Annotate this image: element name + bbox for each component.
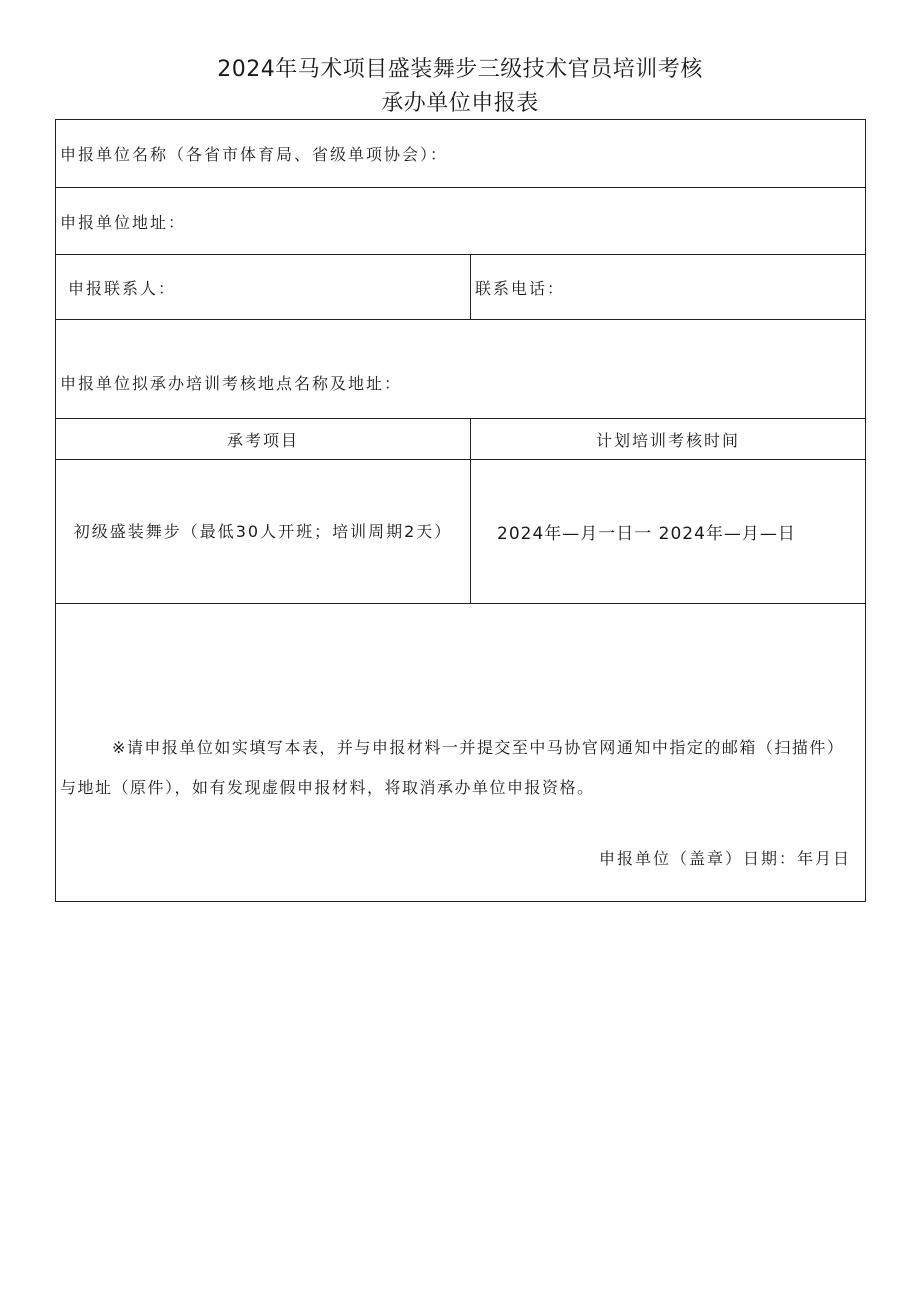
unit-name-label: 申报单位名称（各省市体育局、省级单项协会）： <box>60 145 449 164</box>
contact-person-label: 申报联系人： <box>68 278 177 298</box>
row-note <box>56 604 866 902</box>
contact-phone-field[interactable] <box>471 255 866 320</box>
venue-field[interactable] <box>56 320 866 419</box>
application-form-table <box>55 119 866 902</box>
row-contact <box>56 255 866 320</box>
note-text: ※请申报单位如实填写本表，并与申报材料一并提交至中马协官网通知中指定的邮箱（扫描件）与地址（原件），如有发现虚假申报材料，将取消承办单位申报资格。 <box>60 737 845 797</box>
time-cell[interactable] <box>471 460 866 604</box>
row-project <box>56 460 866 604</box>
project-value: 初级盛装舞步（最低30人开班；培训周期2天） <box>73 521 453 541</box>
unit-address-label: 申报单位地址： <box>60 212 187 232</box>
time-value: 2024年—月一日一 2024年—月—日 <box>497 524 796 544</box>
project-column-header: 承考项目 <box>56 419 471 460</box>
row-unit-name <box>56 120 866 188</box>
note-cell <box>56 604 866 902</box>
time-column-header: 计划培训考核时间 <box>471 419 866 460</box>
row-unit-address <box>56 188 866 255</box>
signature-line: 申报单位（盖章）日期：年月日 <box>599 849 852 868</box>
row-venue <box>56 320 866 419</box>
project-cell <box>56 460 471 604</box>
row-column-headers <box>56 419 866 460</box>
venue-label: 申报单位拟承办培训考核地点名称及地址： <box>60 373 403 393</box>
unit-address-field[interactable] <box>56 188 866 255</box>
form-title-line1: 2024年马术项目盛装舞步三级技术官员培训考核 <box>217 57 703 82</box>
contact-phone-label: 联系电话： <box>475 278 566 298</box>
unit-name-field[interactable] <box>56 120 866 188</box>
contact-person-field[interactable] <box>56 255 471 320</box>
form-title-line2: 承办单位申报表 <box>381 91 539 116</box>
